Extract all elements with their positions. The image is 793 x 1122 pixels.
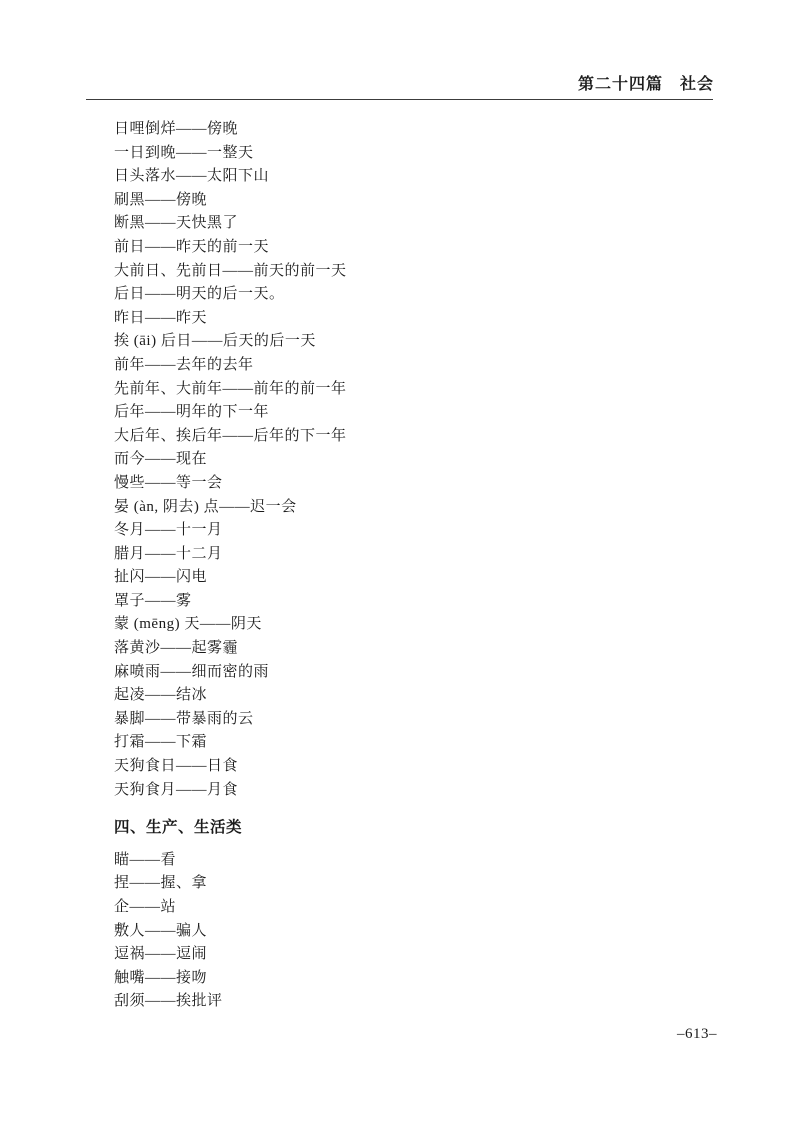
entry-line: 落黄沙——起雾霾 <box>114 640 239 657</box>
chapter-title: 第二十四篇 社会 <box>577 76 714 93</box>
entry-line: 日头落水——太阳下山 <box>114 168 270 185</box>
entry-line: 腊月——十二月 <box>114 545 223 562</box>
header-divider <box>86 99 713 100</box>
entry-line: 暴脚——带暴雨的云 <box>114 710 254 727</box>
page-header <box>86 71 714 94</box>
entry-line: 前年——去年的去年 <box>114 356 254 373</box>
entry-line: 扯闪——闪电 <box>114 569 208 586</box>
entry-line: 后年——明年的下一年 <box>114 404 270 421</box>
entry-line: 打霜——下霜 <box>114 734 208 751</box>
entry-list-time-weather <box>114 118 733 802</box>
entry-line: 挨 (āi) 后日——后天的后一天 <box>114 333 316 350</box>
entry-line: 瞄——看 <box>114 851 177 868</box>
entry-line: 冬月——十一月 <box>114 522 223 539</box>
entry-line: 天狗食日——日食 <box>114 758 239 775</box>
entry-line: 麻喷雨——细而密的雨 <box>114 663 270 680</box>
entry-line: 慢些——等一会 <box>114 474 223 491</box>
entry-line: 先前年、大前年——前年的前一年 <box>114 380 347 397</box>
entry-line: 一日到晚——一整天 <box>114 144 254 161</box>
entry-line: 刷黑——傍晚 <box>114 191 208 208</box>
page-number: –613– <box>677 1026 717 1042</box>
entry-line: 捏——握、拿 <box>114 875 208 892</box>
entry-line: 大后年、挨后年——后年的下一年 <box>114 427 347 444</box>
entry-line: 大前日、先前日——前天的前一天 <box>114 262 347 279</box>
entry-line: 敷人——骗人 <box>114 922 208 939</box>
entry-line: 日哩倒烊——傍晚 <box>114 121 239 137</box>
entry-line: 刮须——挨批评 <box>114 993 223 1010</box>
entry-line: 晏 (àn, 阴去) 点——迟一会 <box>114 498 297 515</box>
entry-line: 逗祸——逗闹 <box>114 946 208 963</box>
entry-line: 触嘴——接吻 <box>114 969 208 986</box>
entry-list-production-life <box>114 849 733 1014</box>
section-heading-production-life: 四、生产、生活类 <box>114 819 243 837</box>
entry-line: 天狗食月——月食 <box>114 781 239 798</box>
entry-line: 起凌——结冰 <box>114 687 208 704</box>
page-content <box>114 118 733 1014</box>
entry-line: 断黑——天快黑了 <box>114 215 239 232</box>
entry-line: 后日——明天的后一天。 <box>114 286 285 303</box>
entry-line: 企——站 <box>114 899 177 915</box>
entry-line: 而今——现在 <box>114 451 208 468</box>
entry-line: 昨日——昨天 <box>114 309 208 326</box>
entry-line: 前日——昨天的前一天 <box>114 238 270 255</box>
entry-line: 罩子——雾 <box>114 592 192 609</box>
entry-line: 蒙 (mēng) 天——阴天 <box>114 616 262 633</box>
